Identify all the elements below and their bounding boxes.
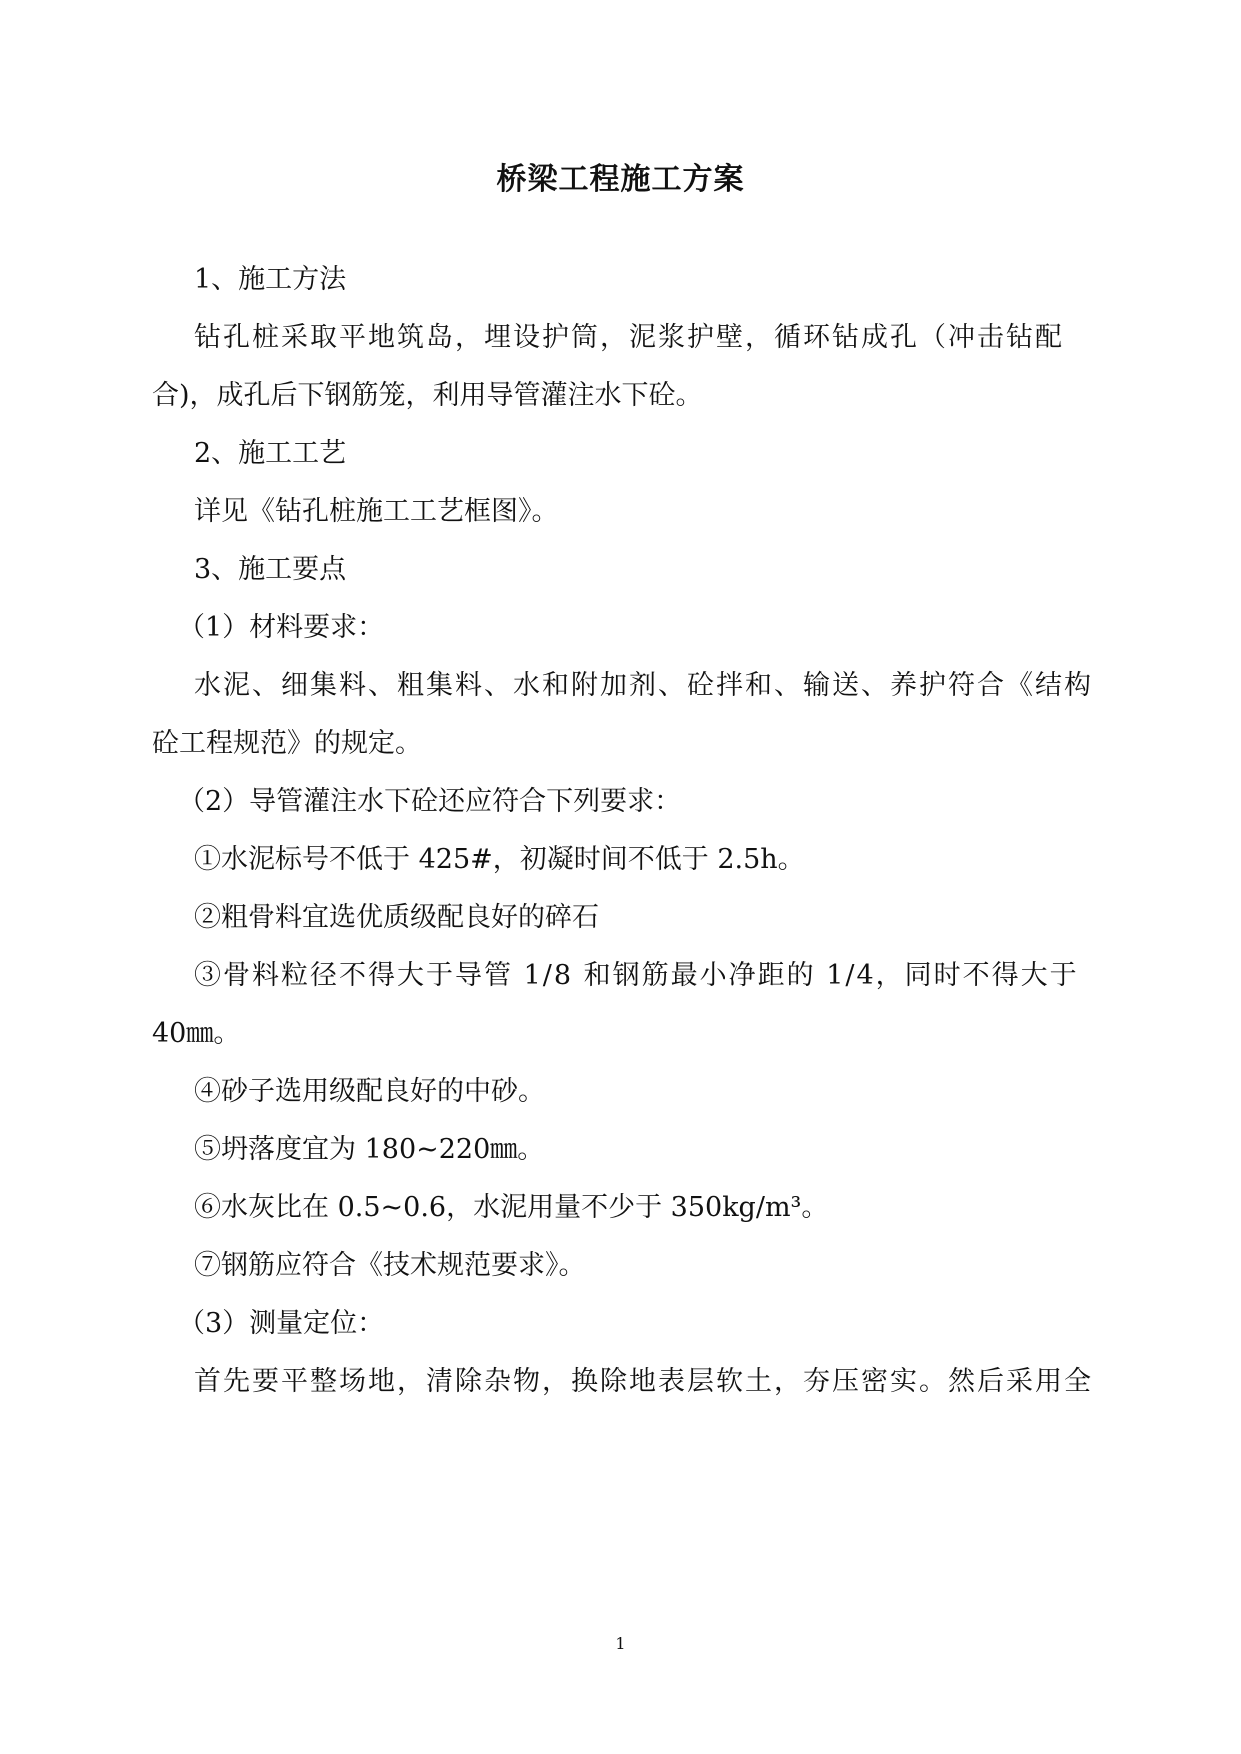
- section-heading-3: 3、施工要点: [194, 554, 347, 585]
- section-heading-2: 2、施工工艺: [194, 438, 347, 469]
- list-item: ③骨料粒径不得大于导管 1/8 和钢筋最小净距的 1/4，同时不得大于: [194, 960, 1079, 991]
- list-item: ②粗骨料宜选优质级配良好的碎石: [194, 902, 599, 933]
- subsection-heading: （1）材料要求：: [178, 612, 385, 643]
- section-heading-1: 1、施工方法: [194, 264, 347, 295]
- document-title: 桥梁工程施工方案: [496, 162, 745, 197]
- list-item-continuation: 40㎜。: [152, 1018, 241, 1049]
- page-number: 1: [615, 1634, 626, 1653]
- paragraph-line: 合)，成孔后下钢筋笼，利用导管灌注水下砼。: [152, 380, 703, 411]
- list-item: ④砂子选用级配良好的中砂。: [194, 1076, 545, 1107]
- paragraph-line: 首先要平整场地，清除杂物，换除地表层软土，夯压密实。然后采用全: [194, 1366, 1093, 1397]
- list-item: ⑤坍落度宜为 180~220㎜。: [194, 1134, 545, 1165]
- paragraph-line: 钻孔桩采取平地筑岛，埋设护筒，泥浆护壁，循环钻成孔（冲击钻配: [194, 322, 1064, 353]
- paragraph-line: 砼工程规范》的规定。: [152, 728, 422, 759]
- paragraph-line: 详见《钻孔桩施工工艺框图》。: [194, 496, 559, 527]
- list-item: ①水泥标号不低于 425#，初凝时间不低于 2.5h。: [194, 844, 805, 875]
- list-item: ⑥水灰比在 0.5~0.6，水泥用量不少于 350kg/m³。: [194, 1192, 829, 1223]
- paragraph-line: 水泥、细集料、粗集料、水和附加剂、砼拌和、输送、养护符合《结构: [194, 670, 1093, 701]
- subsection-heading: （2）导管灌注水下砼还应符合下列要求：: [178, 786, 682, 817]
- list-item: ⑦钢筋应符合《技术规范要求》。: [194, 1250, 586, 1281]
- subsection-heading: （3）测量定位：: [178, 1308, 385, 1339]
